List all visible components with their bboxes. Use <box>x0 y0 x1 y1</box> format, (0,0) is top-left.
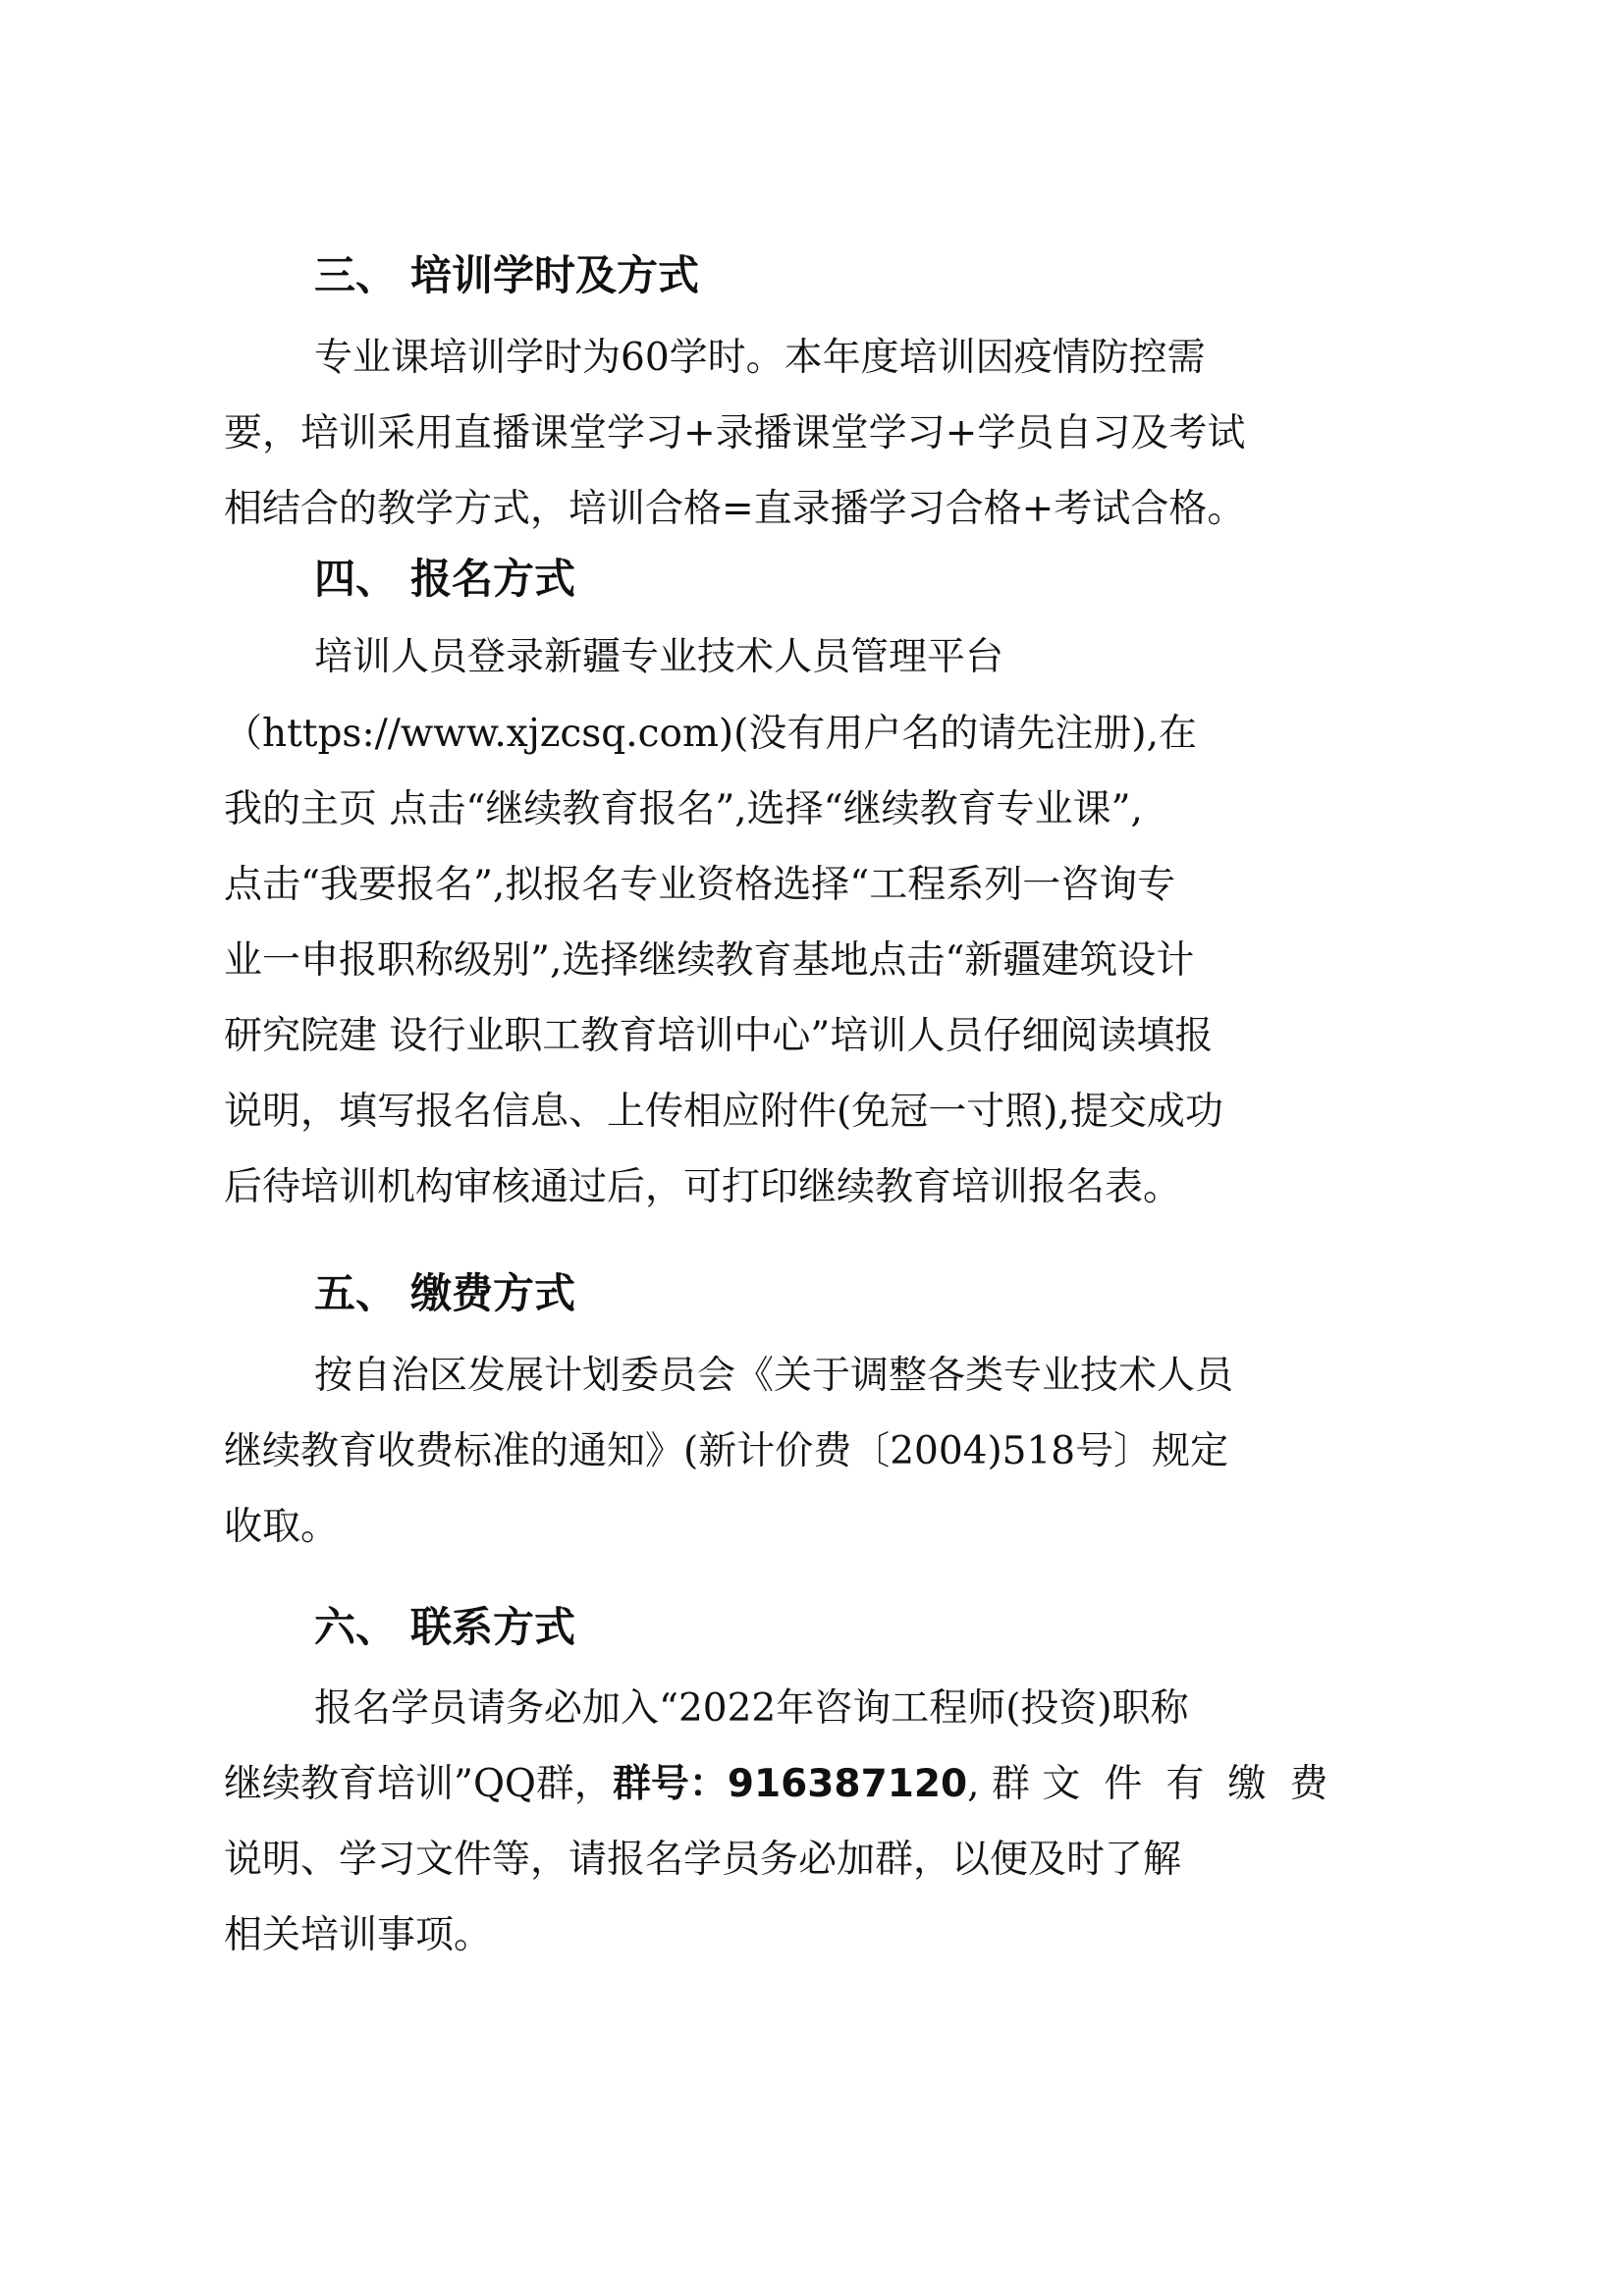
paragraph-line: 培训人员登录新疆专业技术人员管理平台 <box>314 635 1004 679</box>
section-number: 五、 <box>314 1269 398 1317</box>
section-title: 报名方式 <box>410 555 576 603</box>
section-number: 六、 <box>314 1603 398 1651</box>
paragraph-line: 后待培训机构审核通过后，可打印继续教育培训报名表。 <box>224 1165 1182 1209</box>
paragraph-line: 继续教育收费标准的通知》(新计价费〔2004)518号〕规定 <box>224 1429 1229 1473</box>
qq-group-text: 继续教育培训”QQ群， <box>224 1762 613 1806</box>
paragraph-line: 相关培训事项。 <box>224 1913 493 1957</box>
section-heading-6 <box>314 1600 575 1655</box>
paragraph-line: 相结合的教学方式，培训合格=直录播学习合格+考试合格。 <box>224 487 1246 531</box>
section-number: 三、 <box>314 251 398 299</box>
paragraph-line: 说明，填写报名信息、上传相应附件(免冠一寸照),提交成功 <box>224 1090 1223 1134</box>
paragraph-line: 说明、学习文件等，请报名学员务必加群，以便及时了解 <box>224 1838 1182 1882</box>
paragraph-line <box>224 1757 1327 1812</box>
paragraph-line: 业一申报职称级别”,选择继续教育基地点击“新疆建筑设计 <box>224 938 1195 983</box>
paragraph-line: 点击“我要报名”,拟报名专业资格选择“工程系列一咨询专 <box>224 863 1176 907</box>
paragraph-line: 要，培训采用直播课堂学习+录播课堂学习+学员自习及考试 <box>224 411 1246 455</box>
paragraph-line: （https://www.xjzcsq.com)(没有用户名的请先注册),在 <box>224 712 1197 756</box>
section-title: 缴费方式 <box>410 1269 576 1317</box>
paragraph-line: 专业课培训学时为60学时。本年度培训因疫情防控需 <box>314 336 1206 380</box>
section-number: 四、 <box>314 555 398 603</box>
section-heading-3 <box>314 248 699 303</box>
line-fragment: 文件有缴 <box>1042 1762 1290 1806</box>
section-title: 联系方式 <box>410 1603 576 1651</box>
line-fragment: 费 <box>1289 1762 1328 1806</box>
section-heading-4 <box>314 552 575 607</box>
paragraph-line: 收取。 <box>224 1505 340 1549</box>
paragraph-line: 研究院建 设行业职工教育培训中心”培训人员仔细阅读填报 <box>224 1014 1214 1058</box>
paragraph-line: 报名学员请务必加入“2022年咨询工程师(投资)职称 <box>314 1686 1189 1731</box>
section-title: 培训学时及方式 <box>410 251 700 299</box>
paragraph-line: 我的主页 点击“继续教育报名”,选择“继续教育专业课”, <box>224 787 1143 831</box>
line-fragment: , 群 <box>967 1762 1030 1806</box>
paragraph-line: 按自治区发展计划委员会《关于调整各类专业技术人员 <box>314 1354 1234 1398</box>
qq-group-number: 群号：916387120 <box>612 1762 968 1806</box>
section-heading-5 <box>314 1266 575 1321</box>
